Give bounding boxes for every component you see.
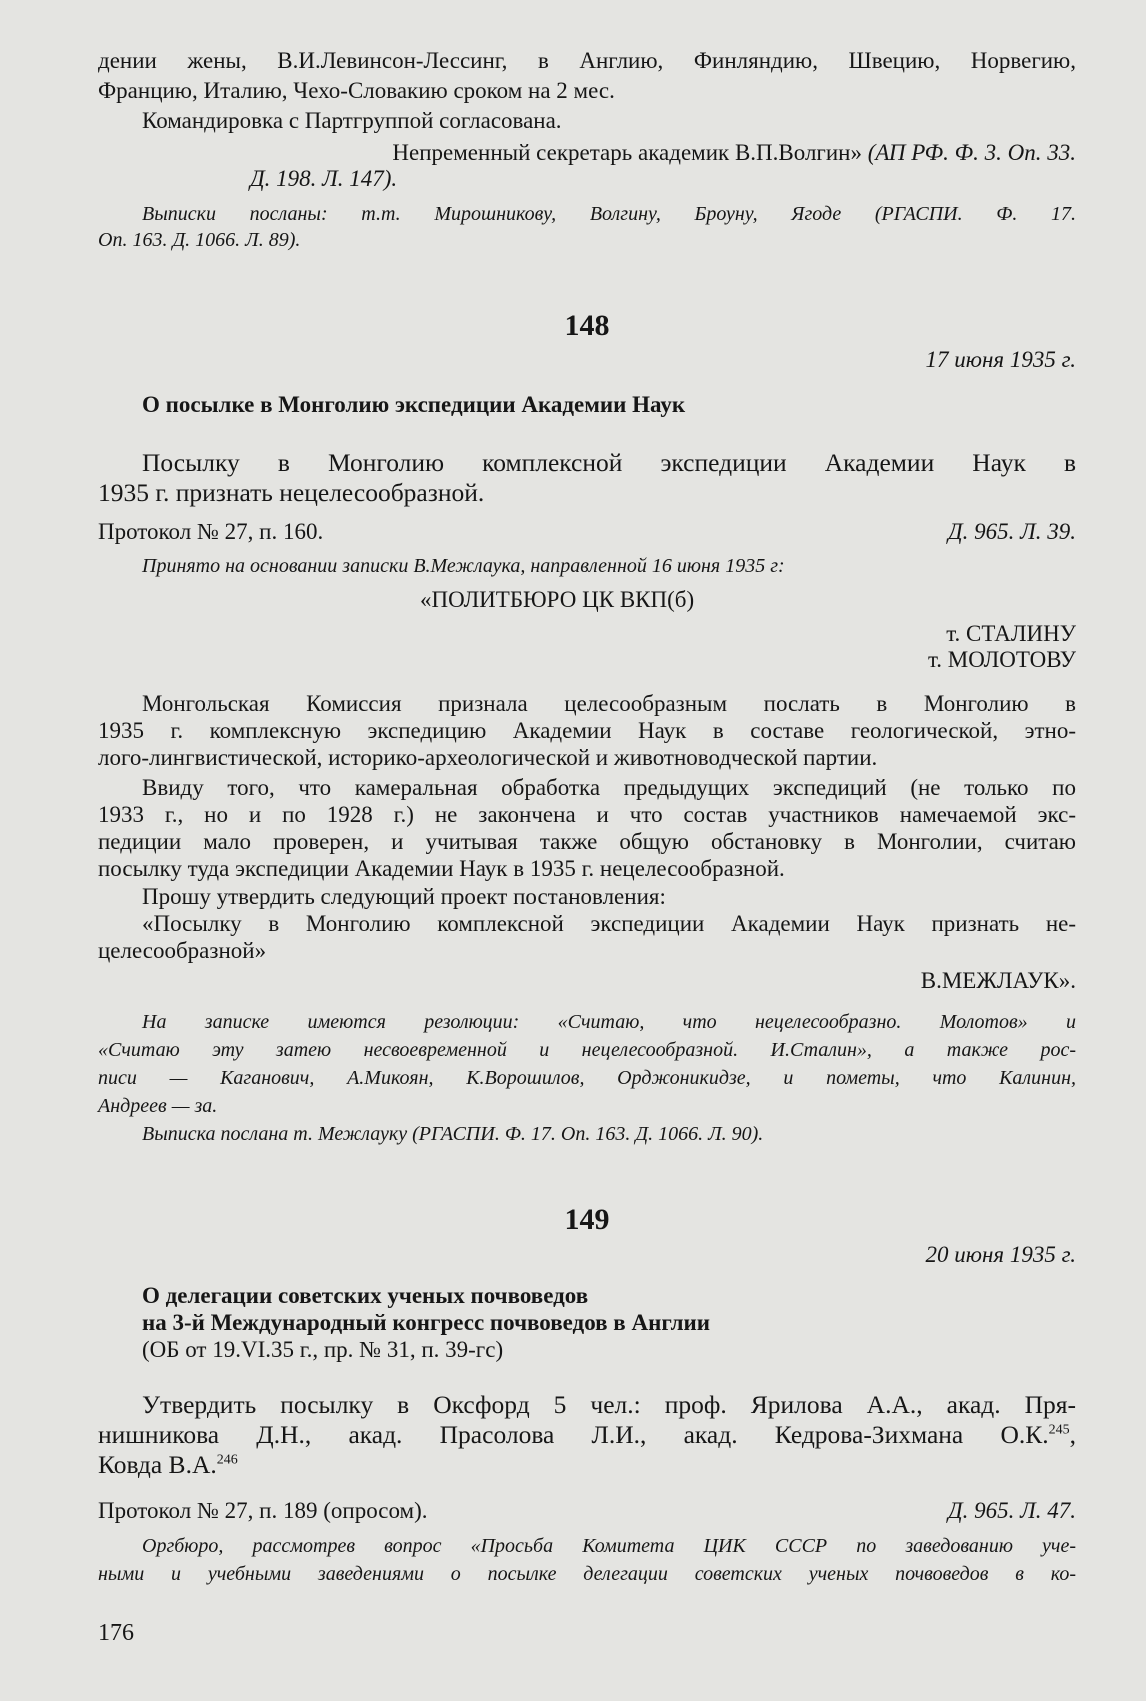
document-date: 17 июня 1935 г. <box>925 347 1076 372</box>
footnote-ref: 245 <box>1048 1422 1070 1438</box>
extract-note: Выписки посланы: т.т. Мирошникову, Волгину, Броуну, Ягоде (РГАСПИ. Ф. 17. <box>142 203 1076 225</box>
decision-text: Посылку в Монголию комплексной экспедиции Академии Наук в <box>142 448 1076 477</box>
document-number: 148 <box>564 309 610 342</box>
text-line: 1933 г., но и по 1928 г.) не закончена и что состав участников намечаемой экс- <box>98 802 1076 827</box>
decision-text: Ковда В.А.$^{246}$ <box>98 1450 238 1479</box>
archive-ref: Д. 198. Л. 147). <box>250 166 398 191</box>
archive-ref: Д. 965. Л. 39. <box>948 519 1076 544</box>
document-title: О посылке в Монголию экспедиции Академии Наук <box>142 392 686 417</box>
archive-ref: Д. 965. Л. 47. <box>948 1498 1076 1523</box>
document-date: 20 июня 1935 г. <box>925 1242 1076 1267</box>
text-line: Прошу утвердить следующий проект постановления: <box>142 884 666 909</box>
protocol-ref: Протокол № 27, п. 160. <box>98 519 324 544</box>
signature: В.МЕЖЛАУК». <box>920 968 1076 993</box>
resolution-note: «Считаю эту затею несвоевременной и нецелесообразной. И.Сталин», а также рос- <box>98 1039 1076 1061</box>
resolution-note: Андреев — за. <box>98 1095 218 1117</box>
protocol-line <box>98 517 1076 547</box>
extract-note: Оп. 163. Д. 1066. Л. 89). <box>98 229 301 251</box>
text-line: педиции мало проверен, и учитывая также общую обстановку в Монголии, считаю <box>98 829 1076 854</box>
text-line: 1935 г. комплексную экспедицию Академии Наук в составе геологической, этно- <box>98 718 1076 743</box>
resolution-note: На записке имеются резолюции: «Считаю, что нецелесообразно. Молотов» и <box>142 1011 1076 1033</box>
recipient: т. МОЛОТОВУ <box>927 647 1076 672</box>
decision-text: нишникова Д.Н., акад. Прасолова Л.И., акад. Кедрова-Зихмана О.К.$^{245}$, <box>98 1420 1076 1449</box>
document-subtitle: (ОБ от 19.VI.35 г., пр. № 31, п. 39-гс) <box>142 1337 504 1362</box>
text-line: Ввиду того, что камеральная обработка предыдущих экспедиций (не только по <box>142 775 1076 800</box>
extract-note: Выписка послана т. Межлауку (РГАСПИ. Ф. 17. Оп. 163. Д. 1066. Л. 90). <box>142 1123 764 1145</box>
signature-line: Непременный секретарь академик В.П.Волгин» (АП РФ. Ф. 3. Оп. 33. <box>392 140 1076 165</box>
recipient: т. СТАЛИНУ <box>946 621 1076 646</box>
text-line: Монгольская Комиссия признала целесообразным послать в Монголию в <box>142 691 1076 716</box>
addressee: «ПОЛИТБЮРО ЦК ВКП(б) <box>420 587 695 612</box>
page-number: 176 <box>98 1620 134 1646</box>
document-title: О делегации советских ученых почвоведов <box>142 1283 589 1308</box>
document-title: на 3-й Международный конгресс почвоведов в Англии <box>142 1310 711 1335</box>
text-line: Командировка с Партгруппой согласована. <box>142 108 562 133</box>
orgburo-note: ными и учебными заведениями о посылке делегации советских ученых почвоведов в ко- <box>98 1563 1076 1585</box>
text-line: посылку туда экспедиции Академии Наук в 1935 г. нецелесообразной. <box>98 856 785 881</box>
orgburo-note: Оргбюро, рассмотрев вопрос «Просьба Комитета ЦИК СССР по заведованию уче- <box>142 1535 1076 1557</box>
document-number: 149 <box>564 1203 610 1236</box>
decision-text: Утвердить посылку в Оксфорд 5 чел.: проф. Ярилова А.А., акад. Пря- <box>142 1390 1076 1419</box>
protocol-line <box>98 1496 1076 1526</box>
text-line: дении жены, В.И.Левинсон-Лессинг, в Англию, Финляндию, Швецию, Норвегию, <box>98 48 1076 73</box>
footnote-ref: 246 <box>216 1452 238 1468</box>
text-line: «Посылку в Монголию комплексной экспедиции Академии Наук признать не- <box>142 911 1076 936</box>
protocol-ref: Протокол № 27, п. 189 (опросом). <box>98 1498 428 1523</box>
text-line: лого-лингвистической, историко-археологической и животноводческой партии. <box>98 745 878 770</box>
text-line: Францию, Италию, Чехо-Словакию сроком на 2 мес. <box>98 78 615 103</box>
resolution-note: писи — Каганович, А.Микоян, К.Ворошилов, Орджоникидзе, и пометы, что Калинин, <box>98 1067 1076 1089</box>
text-line: целесообразной» <box>98 938 267 963</box>
decision-text: 1935 г. признать нецелесообразной. <box>98 478 485 507</box>
source-note: Принято на основании записки В.Межлаука, направленной 16 июня 1935 г: <box>142 555 785 577</box>
